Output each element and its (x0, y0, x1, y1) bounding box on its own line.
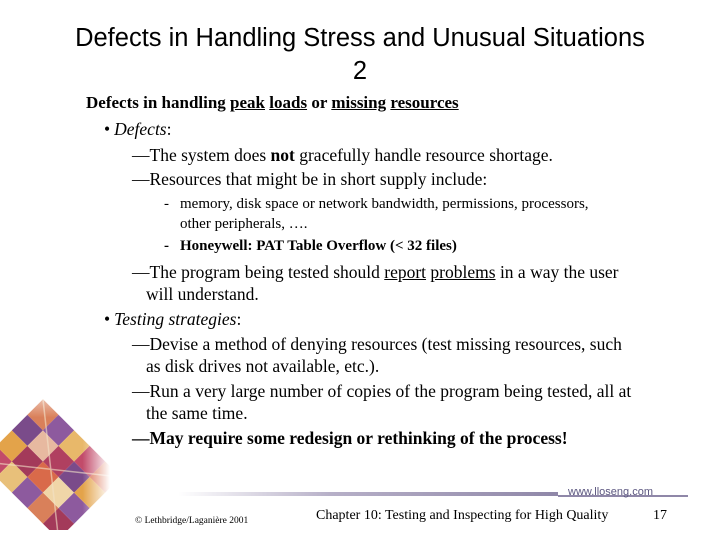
heading-resources: resources (390, 93, 459, 112)
report-post: in a way the user (495, 262, 619, 282)
defects-colon: : (166, 119, 172, 139)
report-pre: —The program being tested should (132, 262, 385, 282)
sub-item-1-dash: - (164, 196, 169, 212)
defects-bullet (104, 118, 172, 140)
defects-line2: —Resources that might be in short supply include: (132, 169, 488, 189)
defects-label: Defects (114, 119, 167, 139)
sub-item-2-dash: - (164, 238, 169, 254)
slide-title-line2: 2 (352, 57, 368, 85)
heading-peak: peak (230, 93, 266, 112)
bullet-dot: • (104, 309, 111, 329)
testing-bullet (104, 308, 241, 330)
testing-colon: : (236, 309, 242, 329)
defects-report-line (132, 261, 619, 283)
heading-or: or (307, 93, 332, 112)
heading-prefix: Defects in handling (86, 93, 231, 112)
sub-item-1-line2: other peripherals, …. (180, 216, 308, 232)
slide-title (0, 22, 720, 88)
defects-report-line2: will understand. (146, 284, 259, 304)
section-heading (86, 92, 459, 114)
website-logo-text: www.lloseng.com (568, 486, 653, 498)
strategy-1-line2: as disk drives not available, etc.). (146, 356, 380, 376)
report-word: report (384, 262, 427, 282)
strategy-2-line2: the same time. (146, 403, 248, 423)
strategy-2-line1: —Run a very large number of copies of the program being tested, all at (132, 381, 632, 401)
testing-label: Testing strategies (114, 309, 237, 329)
strategy-3: —May require some redesign or rethinking of the process! (132, 428, 568, 448)
defects-line1-post: gracefully handle resource shortage. (294, 145, 553, 165)
strategy-1-line1: —Devise a method of denying resources (test missing resources, such (132, 334, 622, 354)
copyright-text: © Lethbridge/Laganière 2001 (135, 516, 249, 526)
bullet-dot: • (104, 119, 111, 139)
defects-line1-bold: not (270, 145, 295, 165)
problems-word: problems (430, 262, 496, 282)
heading-loads: loads (269, 93, 308, 112)
slide-title-line1: Defects in Handling Stress and Unusual Situations (75, 24, 645, 52)
chapter-footer: Chapter 10: Testing and Inspecting for High Quality (316, 508, 609, 523)
quilt-decoration (0, 380, 110, 530)
page-number: 17 (653, 508, 667, 523)
footer-rule (178, 492, 558, 496)
defects-line1 (132, 144, 553, 166)
heading-missing: missing (331, 93, 387, 112)
defects-line1-pre: —The system does (132, 145, 271, 165)
sub-item-2-text: Honeywell: PAT Table Overflow (< 32 files) (180, 238, 457, 254)
sub-item-1-line1: memory, disk space or network bandwidth, permissions, processors, (180, 196, 589, 212)
